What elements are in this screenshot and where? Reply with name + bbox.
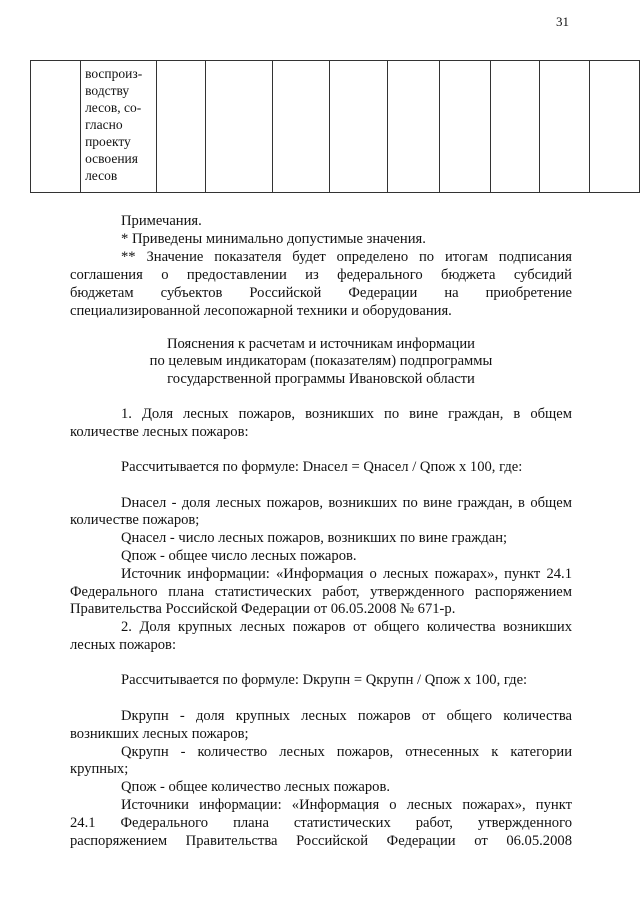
cell-line: гласно <box>85 117 123 132</box>
table-cell <box>387 61 439 193</box>
table-cell <box>439 61 490 193</box>
item-1-definition: Qнасел - число лесных пожаров, возникших по вине граждан; <box>121 530 508 546</box>
section-heading-line: Пояснения к расчетам и источникам информации <box>167 336 475 352</box>
table-cell <box>589 61 639 193</box>
table-cell <box>81 61 157 193</box>
cell-line: лесов <box>85 168 118 183</box>
cell-line: проекту <box>85 134 131 149</box>
item-2-definition: крупных; <box>70 761 129 777</box>
cell-line: водству <box>85 83 130 98</box>
table-cell <box>490 61 539 193</box>
note-2-line: бюджетам субъектов Российской Федерации на приобретение <box>70 285 572 301</box>
item-1-heading-line: количестве лесных пожаров: <box>70 424 249 440</box>
item-2-source-line: 24.1 Федерального плана статистических работ, утвержденного <box>70 815 572 831</box>
item-2-definition: Qпож - общее количество лесных пожаров. <box>121 779 391 795</box>
note-2-line: соглашения о предоставлении из федерального бюджета субсидий <box>70 267 572 283</box>
item-1-definition: количестве пожаров; <box>70 512 200 528</box>
item-2-heading-line: лесных пожаров: <box>70 637 177 653</box>
item-1-source-line: Источник информации: «Информация о лесных пожарах», пункт 24.1 <box>121 566 572 582</box>
cell-line: воспроиз- <box>85 66 143 81</box>
table-cell <box>206 61 273 193</box>
note-2-line: специализированной лесопожарной техники и оборудования. <box>70 303 452 319</box>
item-1-source-line: Правительства Российской Федерации от 06.05.2008 № 671-р. <box>70 601 456 617</box>
table-cell-text <box>81 61 156 184</box>
item-1-source-line: Федерального плана статистических работ, утвержденного распоряжением <box>70 584 572 600</box>
item-2-heading-line: 2. Доля крупных лесных пожаров от общего количества возникших <box>121 619 572 635</box>
item-2-definition: Dкрупн - доля крупных лесных пожаров от общего количества <box>121 708 572 724</box>
note-1: * Приведены минимально допустимые значения. <box>121 231 426 247</box>
continued-table <box>30 60 640 193</box>
item-2-formula: Рассчитывается по формуле: Dкрупн = Qкрупн / Qпож x 100, где: <box>121 672 528 688</box>
table-cell <box>273 61 330 193</box>
table-cell <box>330 61 388 193</box>
item-1-heading-line: 1. Доля лесных пожаров, возникших по вине граждан, в общем <box>121 406 572 422</box>
item-2-source-line: распоряжением Правительства Российской Федерации от 06.05.2008 <box>70 833 572 849</box>
notes-title: Примечания. <box>121 213 202 229</box>
note-2-line: ** Значение показателя будет определено по итогам подписания <box>121 249 572 265</box>
cell-line: лесов, со- <box>85 100 142 115</box>
item-1-formula: Рассчитывается по формуле: Dнасел = Qнасел / Qпож x 100, где: <box>121 459 523 475</box>
item-2-definition: Qкрупн - количество лесных пожаров, отнесенных к категории <box>121 744 572 760</box>
item-2-definition: возникших лесных пожаров; <box>70 726 249 742</box>
table-cell <box>157 61 206 193</box>
page-number: 31 <box>556 14 569 29</box>
table-row <box>31 61 640 193</box>
table-cell <box>539 61 589 193</box>
item-1-definition: Qпож - общее число лесных пожаров. <box>121 548 357 564</box>
section-heading-line: государственной программы Ивановской области <box>167 371 475 387</box>
item-2-source-line: Источники информации: «Информация о лесных пожарах», пункт <box>121 797 572 813</box>
cell-line: освоения <box>85 151 138 166</box>
section-heading-line: по целевым индикаторам (показателям) подпрограммы <box>149 353 493 369</box>
table-cell <box>31 61 81 193</box>
item-1-definition: Dнасел - доля лесных пожаров, возникших по вине граждан, в общем <box>121 495 572 511</box>
